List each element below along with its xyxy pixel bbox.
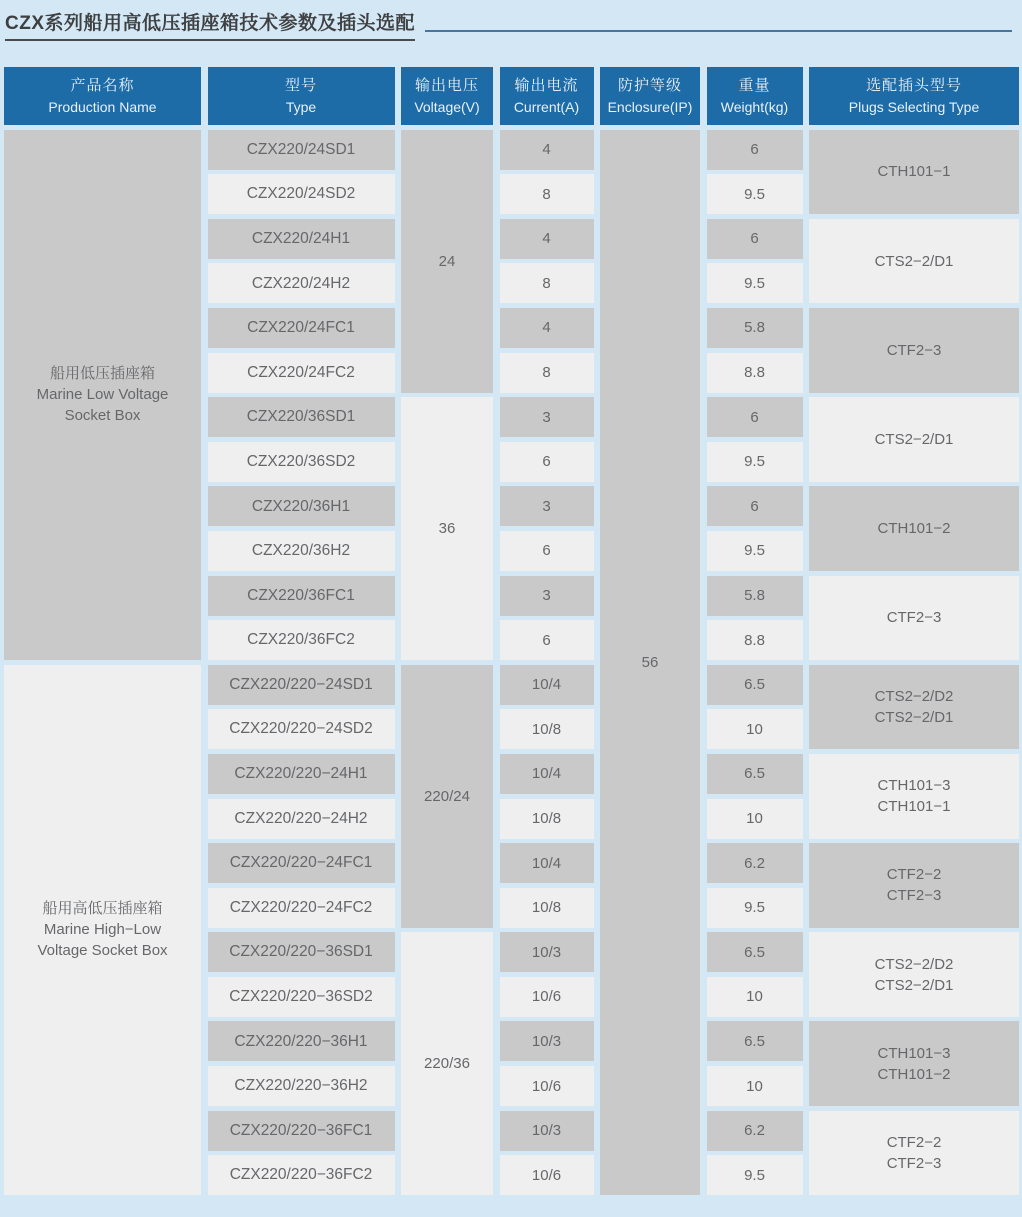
plug-cell-text: CTS2−2/D1 [874, 430, 954, 448]
plug-cell [809, 219, 1019, 304]
model-cell [208, 576, 395, 616]
model-cell [208, 977, 395, 1017]
header-label-zh: 选配插头型号 [865, 76, 962, 94]
model-cell-text: CZX220/24FC2 [247, 363, 355, 381]
weight-cell-text: 9.5 [744, 899, 765, 917]
plug-cell [809, 308, 1019, 393]
current-cell [500, 665, 594, 705]
current-cell-text: 8 [542, 185, 551, 203]
weight-cell [707, 308, 803, 348]
current-cell-text: 10/6 [531, 1077, 562, 1095]
current-cell-text: 10/6 [531, 988, 562, 1006]
model-cell [208, 620, 395, 660]
current-cell-text: 10/3 [531, 943, 562, 961]
voltage-cell [401, 130, 493, 393]
plug-cell-text: CTH101−2 [877, 1065, 951, 1083]
plug-cell-text: CTS2−2/D1 [874, 709, 954, 727]
plug-cell-text: CTS2−2/D1 [874, 252, 954, 270]
header-label-en: Type [285, 98, 317, 115]
model-cell-text: CZX220/220−24H2 [234, 809, 368, 827]
current-cell [500, 531, 594, 571]
model-cell-text: CZX220/220−24FC2 [229, 898, 373, 916]
weight-cell [707, 843, 803, 883]
model-cell [208, 130, 395, 170]
header-label-zh: 型号 [284, 76, 317, 94]
plug-cell-text: CTF2−2 [886, 866, 942, 884]
plug-cell [809, 486, 1019, 571]
model-cell-text: CZX220/24H1 [251, 229, 351, 247]
weight-cell-text: 6 [750, 497, 759, 515]
weight-cell-text: 6.5 [744, 765, 765, 783]
weight-cell-text: 9.5 [744, 453, 765, 471]
model-cell [208, 709, 395, 749]
header-label-en: Weight(kg) [720, 98, 789, 115]
plug-cell-text: CTF2−2 [886, 1133, 942, 1151]
weight-cell [707, 531, 803, 571]
model-cell-text: CZX220/220−36FC1 [229, 1121, 373, 1139]
weight-cell-text: 6.5 [744, 943, 765, 961]
product-group-cell-text: Marine High−Low [43, 921, 162, 939]
product-group-cell-text: Socket Box [64, 407, 141, 425]
weight-cell [707, 219, 803, 259]
current-cell [500, 353, 594, 393]
plug-cell-text: CTH101−1 [877, 798, 951, 816]
weight-cell [707, 709, 803, 749]
current-cell-text: 4 [542, 319, 551, 337]
model-cell-text: CZX220/220−36SD1 [229, 943, 373, 961]
current-cell-text: 3 [542, 497, 551, 515]
model-cell [208, 486, 395, 526]
current-cell [500, 799, 594, 839]
current-cell [500, 754, 594, 794]
weight-cell-text: 6.2 [744, 854, 765, 872]
weight-cell-text: 10 [746, 988, 763, 1006]
weight-cell-text: 5.8 [744, 587, 765, 605]
current-cell-text: 10/3 [531, 1122, 562, 1140]
model-cell-text: CZX220/36FC1 [247, 586, 355, 604]
page-title: CZX系列船用高低压插座箱技术参数及插头选配 [5, 8, 415, 41]
current-cell [500, 486, 594, 526]
current-cell [500, 219, 594, 259]
header-enclosure [600, 67, 700, 125]
weight-cell [707, 1066, 803, 1106]
current-cell-text: 6 [542, 453, 551, 471]
model-cell-text: CZX220/36SD1 [246, 408, 356, 426]
current-cell [500, 397, 594, 437]
model-cell [208, 1066, 395, 1106]
weight-cell-text: 10 [746, 810, 763, 827]
plug-cell-text: CTH101−1 [877, 163, 951, 181]
voltage-cell-text: 36 [438, 520, 456, 538]
plug-cell-text: CTF2−3 [886, 887, 942, 905]
enclosure-cell-text: 56 [641, 653, 659, 671]
plug-cell [809, 932, 1019, 1017]
current-cell [500, 620, 594, 660]
voltage-cell-text: 220/36 [424, 1055, 470, 1073]
weight-cell-text: 10 [746, 1077, 763, 1095]
product-group-cell [4, 130, 201, 661]
plug-cell [809, 843, 1019, 928]
weight-cell [707, 665, 803, 705]
plug-cell [809, 576, 1019, 661]
plug-cell-text: CTS2−2/D1 [874, 976, 954, 994]
model-cell [208, 219, 395, 259]
product-group-cell [4, 665, 201, 1196]
current-cell-text: 4 [542, 141, 551, 159]
header-label-zh: 输出电压 [414, 76, 479, 94]
current-cell [500, 1155, 594, 1195]
plug-cell-text: CTH101−2 [877, 520, 951, 538]
weight-cell [707, 754, 803, 794]
weight-cell [707, 799, 803, 839]
weight-cell [707, 486, 803, 526]
weight-cell-text: 6.2 [744, 1122, 765, 1140]
plug-cell-text: CTH101−3 [877, 777, 951, 795]
plug-cell [809, 130, 1019, 215]
plug-cell-text: CTS2−2/D2 [874, 955, 954, 973]
current-cell-text: 10/4 [531, 765, 562, 783]
plug-cell [809, 754, 1019, 839]
model-cell [208, 1021, 395, 1061]
model-cell [208, 799, 395, 839]
weight-cell-text: 6.5 [744, 1032, 765, 1050]
current-cell [500, 888, 594, 928]
model-cell-text: CZX220/24SD2 [246, 185, 356, 203]
model-cell [208, 263, 395, 303]
header-current [500, 67, 594, 125]
product-group-cell-text: Voltage Socket Box [37, 942, 168, 960]
plug-cell [809, 1111, 1019, 1196]
header-production-name [4, 67, 201, 125]
plug-cell-text: CTF2−3 [886, 341, 942, 359]
weight-cell [707, 620, 803, 660]
weight-cell [707, 1021, 803, 1061]
plug-cell-text: CTF2−3 [886, 1154, 942, 1172]
weight-cell [707, 1155, 803, 1195]
model-cell [208, 843, 395, 883]
plug-cell [809, 397, 1019, 482]
current-cell-text: 10/4 [531, 854, 562, 872]
spec-table [4, 67, 1019, 1195]
current-cell-text: 10/8 [531, 899, 562, 917]
model-cell-text: CZX220/36FC2 [247, 631, 355, 649]
weight-cell [707, 263, 803, 303]
voltage-cell-text: 24 [438, 252, 456, 270]
current-cell-text: 6 [542, 631, 551, 649]
current-cell-text: 10/6 [531, 1166, 562, 1184]
model-cell [208, 531, 395, 571]
header-voltage [401, 67, 493, 125]
model-cell [208, 174, 395, 214]
weight-cell-text: 6.5 [744, 676, 765, 694]
weight-cell [707, 576, 803, 616]
weight-cell [707, 397, 803, 437]
weight-cell-text: 6 [750, 141, 759, 159]
current-cell [500, 308, 594, 348]
model-cell [208, 308, 395, 348]
current-cell-text: 10/8 [531, 810, 562, 827]
plug-cell-text: CTS2−2/D2 [874, 688, 954, 706]
weight-cell-text: 8.8 [744, 631, 765, 649]
model-cell [208, 932, 395, 972]
weight-cell-text: 9.5 [744, 1166, 765, 1184]
current-cell-text: 10/3 [531, 1032, 562, 1050]
model-cell [208, 442, 395, 482]
header-label-en: Voltage(V) [414, 98, 480, 115]
voltage-cell [401, 932, 493, 1195]
model-cell-text: CZX220/24H2 [251, 274, 351, 292]
product-group-cell-text: 船用低压插座箱 [49, 365, 155, 383]
weight-cell-text: 8.8 [744, 364, 765, 382]
model-cell [208, 1155, 395, 1195]
weight-cell-text: 5.8 [744, 319, 765, 337]
plug-cell [809, 665, 1019, 750]
model-cell [208, 888, 395, 928]
model-cell-text: CZX220/24SD1 [246, 140, 356, 158]
header-label-zh: 防护等级 [617, 76, 682, 94]
voltage-cell [401, 397, 493, 660]
current-cell-text: 8 [542, 274, 551, 292]
current-cell [500, 1021, 594, 1061]
current-cell [500, 130, 594, 170]
weight-cell [707, 442, 803, 482]
weight-cell [707, 174, 803, 214]
product-group-cell-text: 船用高低压插座箱 [42, 900, 163, 918]
model-cell-text: CZX220/220−36SD2 [229, 988, 373, 1006]
weight-cell [707, 977, 803, 1017]
model-cell-text: CZX220/24FC1 [247, 319, 355, 337]
current-cell-text: 3 [542, 587, 551, 605]
model-cell-text: CZX220/220−24SD1 [229, 675, 373, 693]
current-cell [500, 932, 594, 972]
header-label-en: Production Name [48, 98, 157, 115]
current-cell-text: 4 [542, 230, 551, 248]
weight-cell-text: 10 [746, 720, 763, 738]
current-cell [500, 263, 594, 303]
model-cell-text: CZX220/220−36FC2 [229, 1166, 373, 1184]
current-cell-text: 6 [542, 542, 551, 560]
current-cell [500, 442, 594, 482]
model-cell-text: CZX220/36H2 [251, 542, 351, 560]
plug-cell-text: CTH101−3 [877, 1044, 951, 1062]
weight-cell [707, 353, 803, 393]
header-type [208, 67, 395, 125]
model-cell-text: CZX220/220−24SD2 [229, 720, 373, 738]
current-cell [500, 843, 594, 883]
header-label-zh: 产品名称 [70, 76, 135, 94]
weight-cell-text: 6 [750, 408, 759, 426]
model-cell-text: CZX220/220−24FC1 [229, 854, 373, 872]
title-underline-rule [425, 30, 1012, 32]
model-cell [208, 665, 395, 705]
model-cell [208, 353, 395, 393]
header-plugs [809, 67, 1019, 125]
header-label-en: Current(A) [513, 98, 580, 115]
header-label-en: Plugs Selecting Type [848, 98, 980, 115]
weight-cell [707, 888, 803, 928]
model-cell [208, 1111, 395, 1151]
model-cell [208, 397, 395, 437]
current-cell-text: 3 [542, 408, 551, 426]
current-cell [500, 174, 594, 214]
title-row [4, 8, 1019, 41]
current-cell-text: 8 [542, 364, 551, 382]
current-cell-text: 10/8 [531, 720, 562, 738]
header-label-zh: 重量 [738, 76, 771, 94]
voltage-cell-text: 220/24 [424, 787, 470, 805]
product-group-cell-text: Marine Low Voltage [36, 386, 169, 404]
plug-cell [809, 1021, 1019, 1106]
header-label-en: Enclosure(IP) [607, 98, 693, 115]
weight-cell-text: 9.5 [744, 185, 765, 203]
current-cell-text: 10/4 [531, 676, 562, 694]
model-cell [208, 754, 395, 794]
model-cell-text: CZX220/220−24H1 [234, 765, 368, 783]
current-cell [500, 1111, 594, 1151]
model-cell-text: CZX220/220−36H2 [234, 1077, 368, 1095]
current-cell [500, 576, 594, 616]
model-cell-text: CZX220/36SD2 [246, 452, 356, 470]
weight-cell-text: 6 [750, 230, 759, 248]
plug-cell-text: CTF2−3 [886, 609, 942, 627]
voltage-cell [401, 665, 493, 928]
model-cell-text: CZX220/220−36H1 [234, 1032, 368, 1050]
enclosure-cell [600, 130, 700, 1196]
weight-cell [707, 932, 803, 972]
weight-cell [707, 1111, 803, 1151]
model-cell-text: CZX220/36H1 [251, 497, 351, 515]
header-label-zh: 输出电流 [514, 76, 579, 94]
weight-cell-text: 9.5 [744, 274, 765, 292]
header-weight [707, 67, 803, 125]
current-cell [500, 1066, 594, 1106]
weight-cell [707, 130, 803, 170]
weight-cell-text: 9.5 [744, 542, 765, 560]
current-cell [500, 709, 594, 749]
current-cell [500, 977, 594, 1017]
